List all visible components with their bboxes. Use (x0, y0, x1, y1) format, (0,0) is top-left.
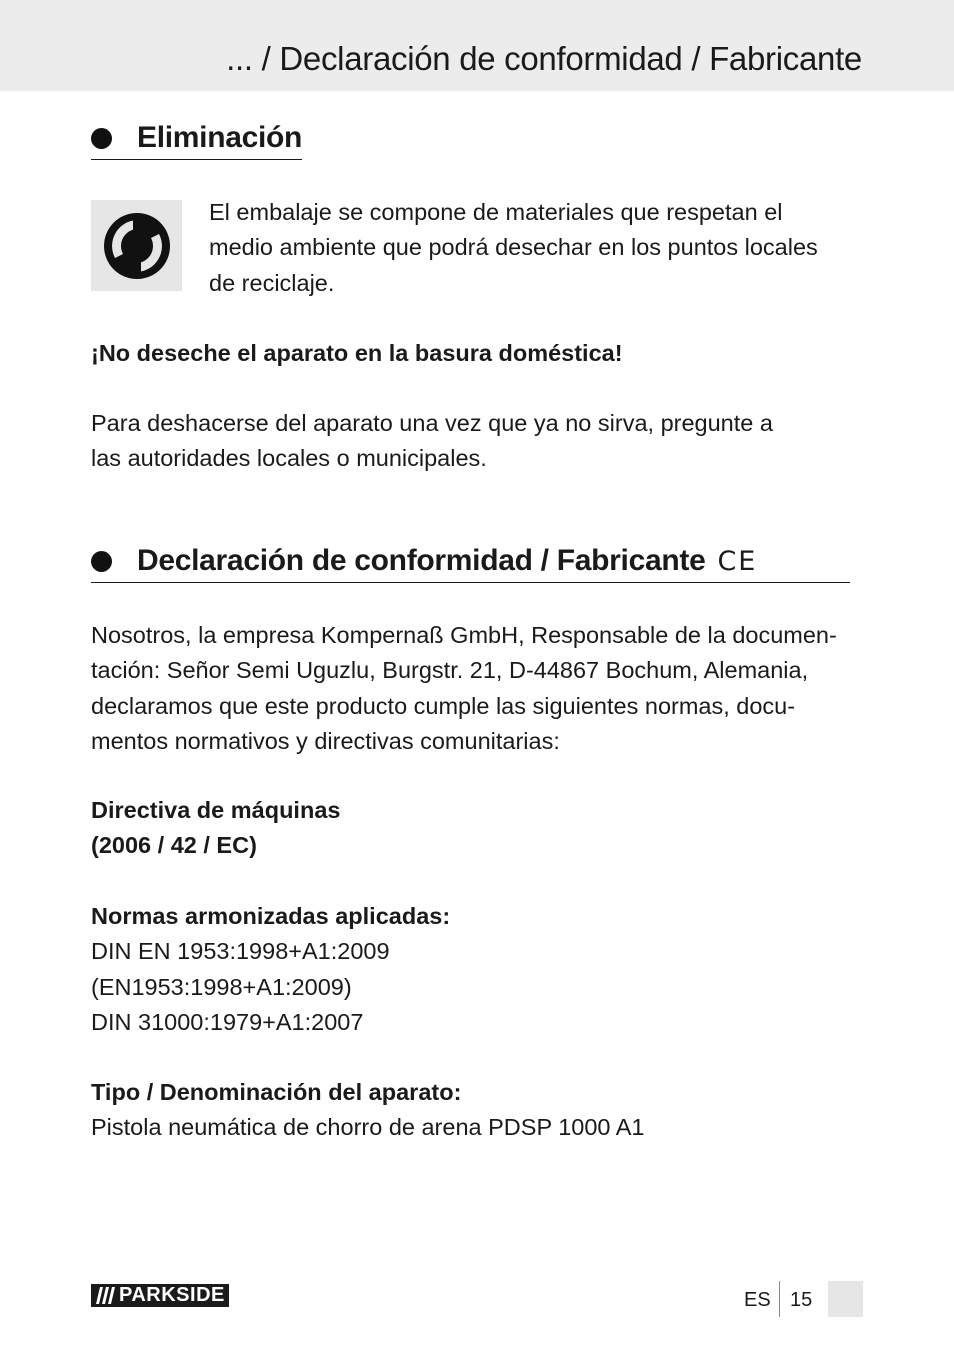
text-line: declaramos que este producto cumple las siguientes normas, docu- (91, 692, 796, 719)
declaration-intro (91, 618, 871, 759)
type-label: Tipo / Denominación del aparato: (91, 1079, 462, 1105)
packaging-text (209, 195, 954, 301)
text-line: Nosotros, la empresa Kompernaß GmbH, Responsable de la documen- (91, 622, 837, 648)
text-line: El embalaje se compone de materiales que respetan el (209, 199, 783, 225)
disposal-text (91, 406, 871, 477)
bullet-icon (91, 128, 112, 149)
directive-block (91, 793, 871, 864)
language-code: ES (744, 1289, 771, 1311)
footer-divider (779, 1281, 780, 1317)
text-line: medio ambiente que podrá desechar en los puntos locales (209, 234, 818, 261)
section-title: Declaración de conformidad / Fabricante (137, 544, 706, 577)
section-heading-declaration (91, 544, 850, 583)
bullet-icon (91, 551, 112, 572)
standard-item: DIN EN 1953:1998+A1:2009 (91, 938, 390, 965)
parkside-logo (91, 1284, 229, 1307)
text-line: las autoridades locales o municipales. (91, 445, 487, 472)
ce-mark-icon: CE (717, 545, 758, 577)
page-number: 15 (790, 1289, 813, 1311)
text-line: Para deshacerse del aparato una vez que ya no sirva, pregunte a (91, 410, 773, 436)
section-title: Eliminación (137, 121, 303, 154)
page-title: ... / Declaración de conformidad / Fabricante (226, 40, 862, 77)
standards-block (91, 899, 871, 1040)
logo-stripes-icon (91, 1284, 117, 1307)
text-line: Directiva de máquinas (91, 797, 341, 823)
standard-item: (EN1953:1998+A1:2009) (91, 973, 352, 1000)
green-dot-recycle-icon (91, 200, 182, 291)
type-block (91, 1075, 871, 1146)
section-heading-elimination (91, 121, 302, 160)
text-line: tación: Señor Semi Uguzlu, Burgstr. 21, D-44867 Bochum, Alemania, (91, 657, 809, 684)
text-line: de reciclaje. (209, 269, 335, 296)
text-line: (2006 / 42 / EC) (91, 832, 257, 859)
type-value: Pistola neumática de chorro de arena PDSP 1000 A1 (91, 1114, 645, 1141)
brand-name: PARKSIDE (117, 1284, 229, 1307)
disposal-warning: ¡No deseche el aparato en la basura doméstica! (91, 340, 623, 366)
standards-label: Normas armonizadas aplicadas: (91, 903, 451, 929)
text-line: mentos normativos y directivas comunitarias: (91, 727, 560, 754)
page-tab (828, 1281, 863, 1317)
standard-item: DIN 31000:1979+A1:2007 (91, 1008, 364, 1035)
